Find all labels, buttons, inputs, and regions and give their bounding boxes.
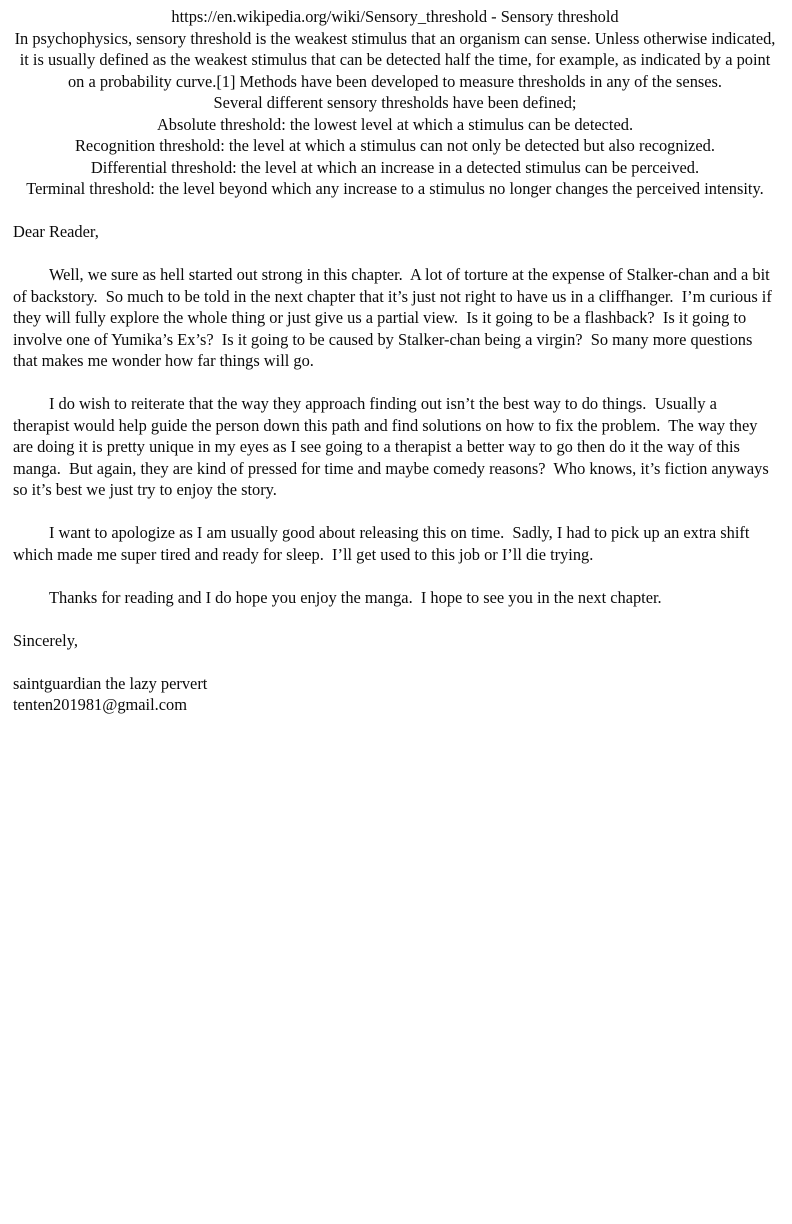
letter-paragraph: I do wish to reiterate that the way they approach finding out isn’t the best way to do things. Usually a therapist would help guide the person down this path and find solutions on how to fix the problem. The way they are doing it is pretty unique in my eyes as I see going to a therapist a better way to go then do it the way of this manga. But again, they are kind of pressed for time and maybe comedy reasons? Who knows, it’s fiction anyways so it’s best we just try to enjoy the story. <box>13 394 773 499</box>
reader-letter <box>13 221 777 716</box>
letter-paragraph: Thanks for reading and I do hope you enjoy the manga. I hope to see you in the next chapter. <box>49 587 662 607</box>
letter-paragraph: I want to apologize as I am usually good about releasing this on time. Sadly, I had to pick up an extra shift which made me super tired and ready for sleep. I’ll get used to this job or I’ll die trying. <box>13 523 754 564</box>
letter-signature: saintguardian the lazy pervert <box>13 673 208 693</box>
threshold-definition-absolute: Absolute threshold: the lowest level at which a stimulus can be detected. <box>156 114 634 134</box>
wikipedia-reference-block <box>13 6 777 200</box>
reference-title-line: https://en.wikipedia.org/wiki/Sensory_threshold - Sensory threshold <box>171 7 619 26</box>
letter-email: tenten201981@gmail.com <box>13 695 187 714</box>
letter-closing: Sincerely, <box>13 630 78 650</box>
reference-definition: In psychophysics, sensory threshold is the weakest stimulus that an organism can sense. Unless otherwise indicated, it is usually defined as the weakest stimulus that can be detected half the time, for example, as indicated by a point on a probability curve.[1] Methods have been developed to measure thresholds in any of the senses. <box>14 28 776 91</box>
reference-list-intro: Several different sensory thresholds have been defined; <box>213 93 577 112</box>
threshold-definition-differential: Differential threshold: the level at which an increase in a detected stimulus can be perceived. <box>90 157 700 177</box>
threshold-definition-terminal: Terminal threshold: the level beyond which any increase to a stimulus no longer changes the perceived intensity. <box>26 179 764 198</box>
letter-paragraph: Well, we sure as hell started out strong in this chapter. A lot of torture at the expense of Stalker-chan and a bit of backstory. So much to be told in the next chapter that it’s just not right to have us in a cliffhanger. I’m curious if they will fully explore the whole thing or just give us a partial view. Is it going to be a flashback? Is it going to involve one of Yumika’s Ex’s? Is it going to be caused by Stalker-chan being a virgin? So many more questions that makes me wonder how far things will go. <box>13 265 776 370</box>
threshold-definition-recognition: Recognition threshold: the level at which a stimulus can not only be detected but also recognized. <box>75 136 715 155</box>
letter-salutation: Dear Reader, <box>13 222 99 241</box>
